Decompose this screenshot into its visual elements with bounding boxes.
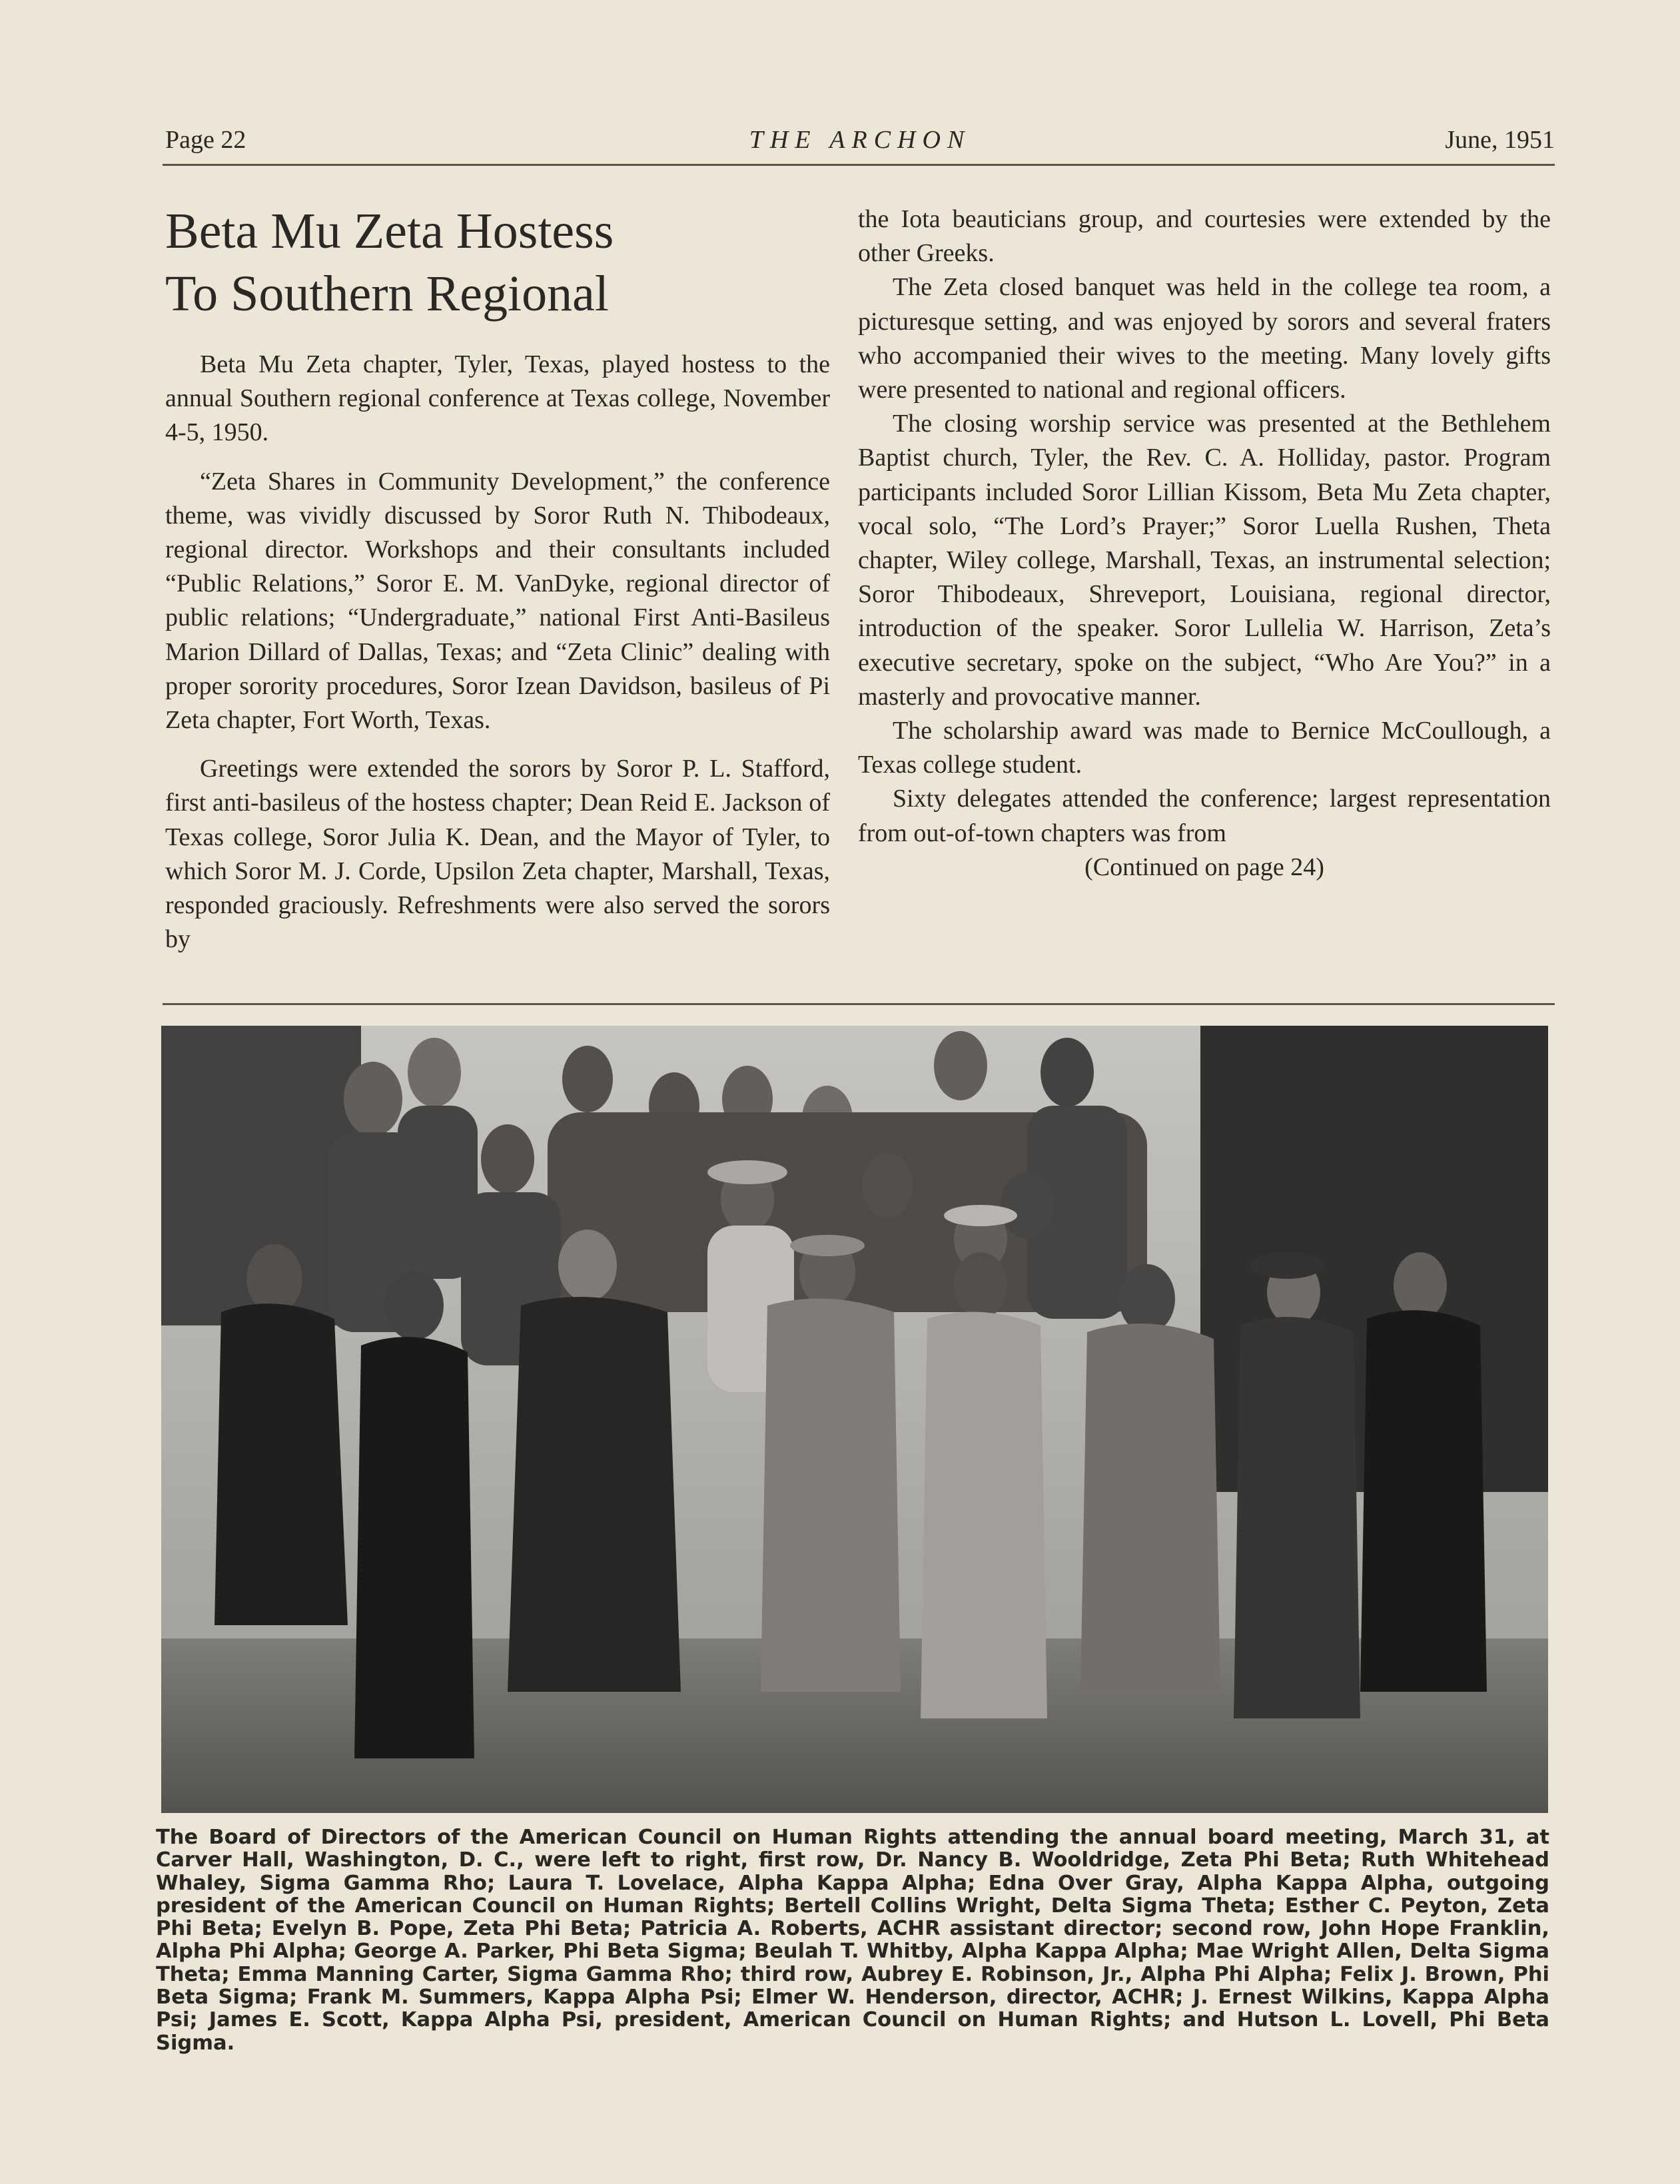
section-rule: [163, 1003, 1555, 1005]
article-paragraph: the Iota beauticians group, and courtesies were extended by the other Greeks.: [858, 205, 1551, 268]
publication-title: THE ARCHON: [749, 126, 971, 154]
continued-note: (Continued on page 24): [1084, 853, 1324, 881]
headline-line-1: Beta Mu Zeta Hostess: [165, 203, 614, 259]
photo-caption: The Board of Directors of the American Council on Human Rights attending the annual board meeting, March 31, at Carver Hall, Washington, D. C., were left to right, first row, Dr. Nancy B. Wooldridge, Zeta Phi Beta; Ruth Whitehead Whaley, Sigma Gamma Rho; Laura T. Lovelace, Alpha Kappa Alpha; Edna Over Gray, Alpha Kappa Alpha, outgoing president of the American Council on Human Rights; Bertell Collins Wright, Delta Sigma Theta; Esther C. Peyton, Zeta Phi Beta; Evelyn B. Pope, Zeta Phi Beta; Patricia A. Roberts, ACHR assistant director; second row, John Hope Franklin, Alpha Phi Alpha; George A. Parker, Phi Beta Sigma; Beulah T. Whitby, Alpha Kappa Alpha; Mae Wright Allen, Delta Sigma Theta; Emma Manning Carter, Sigma Gamma Rho; third row, Aubrey E. Robinson, Jr., Alpha Phi Alpha; Felix J. Brown, Phi Beta Sigma; Frank M. Summers, Kappa Alpha Psi; Elmer W. Henderson, director, ACHR; J. Ernest Wilkins, Kappa Alpha Psi; James E. Scott, Kappa Alpha Psi, president, American Council on Human Rights; and Hutson L. Lovell, Phi Beta Sigma.: [156, 1826, 1549, 2055]
article-paragraph: Beta Mu Zeta chapter, Tyler, Texas, played hostess to the annual Southern regional conference at Texas college, November 4-5, 1950.: [165, 350, 830, 447]
header-rule: [163, 164, 1555, 166]
issue-date: June, 1951: [1445, 126, 1555, 154]
page-number: Page 22: [165, 126, 246, 154]
article-paragraph: The scholarship award was made to Bernice McCoullough, a Texas college student.: [858, 717, 1551, 779]
article-left-column: [165, 200, 830, 956]
article-right-column: [858, 202, 1551, 885]
article-paragraph: The closing worship service was presented at the Bethlehem Baptist church, Tyler, the Rev. C. A. Holliday, pastor. Program participants included Soror Lillian Kissom, Beta Mu Zeta chapter, vocal solo, “The Lord’s Prayer;” Soror Luella Rushen, Theta chapter, Wiley college, Marshall, Texas, an instrumental selection; Soror Thibodeaux, Shreveport, Louisiana, regional director, introduction of the speaker. Soror Lullelia W. Harrison, Zeta’s executive secretary, spoke on the subject, “Who Are You?” in a masterly and provocative manner.: [858, 410, 1551, 711]
page-header: [165, 125, 1555, 159]
article-headline: [165, 200, 830, 325]
article-paragraph: Sixty delegates attended the conference; largest representation from out-of-town chapters was from: [858, 785, 1551, 847]
article-paragraph: “Zeta Shares in Community Development,” the conference theme, was vividly discussed by Soror Ruth N. Thibodeaux, regional director. Workshops and their consultants included “Public Relations,” Soror E. M. VanDyke, regional director of public relations; “Undergraduate,” national First Anti-Basileus Marion Dillard of Dallas, Texas; and “Zeta Clinic” dealing with proper sorority procedures, Soror Izean Davidson, basileus of Pi Zeta chapter, Fort Worth, Texas.: [165, 467, 830, 735]
article-paragraph: Greetings were extended the sorors by Soror P. L. Stafford, first anti-basileus of the hostess chapter; Dean Reid E. Jackson of Texas college, Soror Julia K. Dean, and the Mayor of Tyler, to which Soror M. J. Corde, Upsilon Zeta chapter, Marshall, Texas, responded graciously. Refreshments were also served the sorors by: [165, 755, 830, 954]
article-paragraph: The Zeta closed banquet was held in the college tea room, a picturesque setting, and was enjoyed by sorors and several fraters who accompanied their wives to the meeting. Many lovely gifts were presented to national and regional officers.: [858, 273, 1551, 404]
headline-line-2: To Southern Regional: [165, 266, 609, 322]
group-photograph: [161, 1026, 1548, 1813]
